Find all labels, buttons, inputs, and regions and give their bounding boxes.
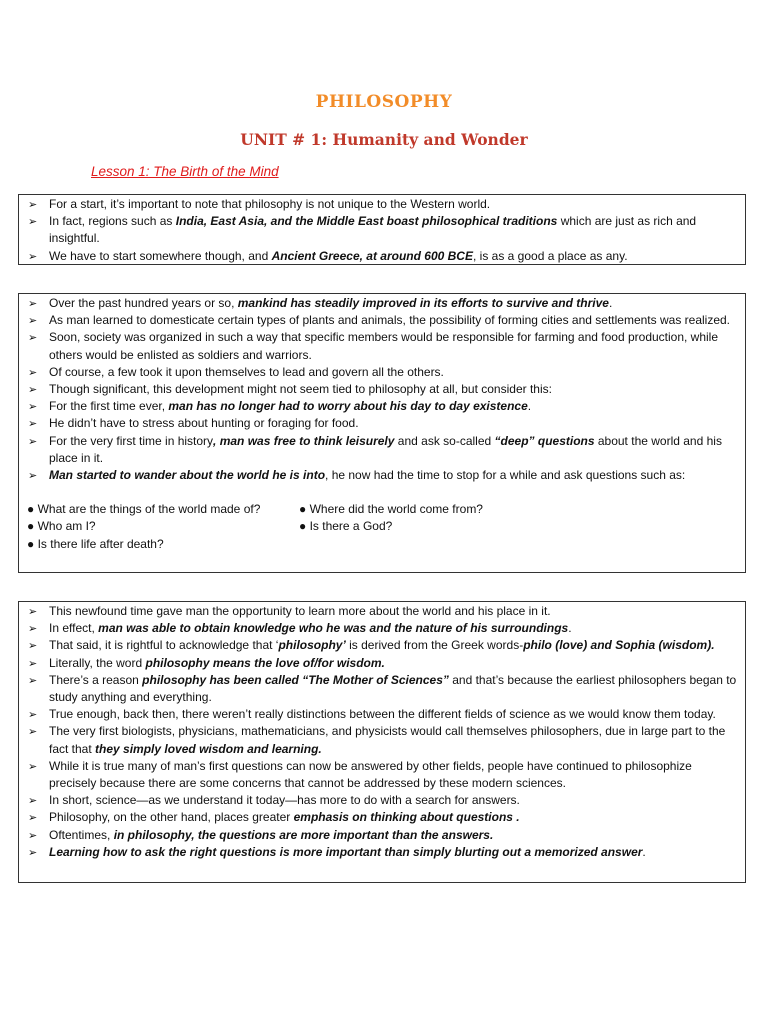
bullet-text: In short, science—as we understand it today—has more to do with a search for answers. <box>49 793 520 808</box>
bullet-item <box>27 381 739 398</box>
emphasis-text: India, East Asia, and the Middle East boast philosophical traditions <box>175 214 558 229</box>
bullet-text: There’s a reason <box>49 672 143 687</box>
bullet-text: Oftentimes, <box>49 827 114 842</box>
unit-title: UNIT # 1: Humanity and Wonder <box>240 130 528 149</box>
emphasis-text: Learning how to ask the right questions is more important than simply blurting out a memorized answer <box>49 844 643 859</box>
arrow-bullet-icon: ➢ <box>28 383 38 397</box>
bullet-text: , is as a good a place as any. <box>472 248 628 263</box>
arrow-bullet-icon: ➢ <box>28 673 38 687</box>
bullet-text: In effect, <box>49 621 99 636</box>
arrow-bullet-icon: ➢ <box>28 725 38 739</box>
bullet-text: We have to start somewhere though, and <box>49 248 272 263</box>
history-bullet-list <box>27 295 739 484</box>
arrow-bullet-icon: ➢ <box>28 249 38 263</box>
emphasis-text: philosophy means the love of/for wisdom. <box>145 655 385 670</box>
bullet-item <box>27 213 739 247</box>
emphasis-text: Man started to wander about the world he is into <box>49 468 326 483</box>
arrow-bullet-icon: ➢ <box>28 198 38 211</box>
arrow-bullet-icon: ➢ <box>28 297 38 310</box>
arrow-bullet-icon: ➢ <box>28 622 38 636</box>
emphasis-text: philosophy has been called “The Mother of Sciences” <box>142 672 449 687</box>
bullet-item <box>27 620 739 637</box>
bullet-item <box>27 295 739 312</box>
arrow-bullet-icon: ➢ <box>28 215 38 229</box>
emphasis-text: philosophy’ <box>278 638 346 653</box>
bullet-text: . <box>642 844 646 859</box>
arrow-bullet-icon: ➢ <box>28 639 38 653</box>
intro-bullet-list <box>27 196 739 265</box>
arrow-bullet-icon: ➢ <box>28 434 38 448</box>
definition-bullet-list <box>27 603 739 861</box>
bullet-text: As man learned to domesticate certain types of plants and animals, the possibility of forming cities and settlements was realized. <box>49 313 731 328</box>
arrow-bullet-icon: ➢ <box>28 845 38 859</box>
arrow-bullet-icon: ➢ <box>28 365 38 379</box>
bullet-item <box>27 809 739 826</box>
arrow-bullet-icon: ➢ <box>28 469 38 483</box>
emphasis-text: philo (love) and Sophia (wisdom). <box>523 638 715 653</box>
question-item: ● What are the things of the world made of? <box>27 502 261 517</box>
emphasis-text: emphasis on thinking about questions . <box>293 810 520 825</box>
question-item: ● Is there a God? <box>299 519 393 534</box>
lesson-title: Lesson 1: The Birth of the Mind <box>91 164 279 179</box>
bullet-item <box>27 792 739 809</box>
bullet-text: Philosophy, on the other hand, places greater <box>49 810 294 825</box>
arrow-bullet-icon: ➢ <box>28 314 38 328</box>
bullet-item <box>27 844 739 861</box>
bullet-item <box>27 758 739 792</box>
bullet-text: For a start, it’s important to note that philosophy is not unique to the Western world. <box>49 197 491 211</box>
bullet-item <box>27 329 739 363</box>
emphasis-text: , man was free to think leisurely <box>213 433 395 448</box>
bullet-item <box>27 723 739 757</box>
emphasis-text: in philosophy, the questions are more important than the answers. <box>113 827 494 842</box>
document-title: PHILOSOPHY <box>315 92 453 112</box>
bullet-text: is derived from the Greek words- <box>345 638 524 653</box>
bullet-text: For the first time ever, <box>49 399 169 414</box>
arrow-bullet-icon: ➢ <box>28 759 38 773</box>
emphasis-text: man was able to obtain knowledge who he was and the nature of his surroundings <box>98 621 569 636</box>
history-box <box>18 293 746 573</box>
question-item: ● Who am I? <box>27 519 96 534</box>
arrow-bullet-icon: ➢ <box>28 331 38 345</box>
bullet-text: . <box>608 296 613 310</box>
bullet-text: This newfound time gave man the opportunity to learn more about the world and his place in it. <box>49 604 551 618</box>
bullet-item <box>27 706 739 723</box>
bullet-text: and ask so-called <box>394 433 495 448</box>
arrow-bullet-icon: ➢ <box>28 605 38 618</box>
bullet-text: about the world and his place in it. <box>49 433 722 465</box>
emphasis-text: man has no longer had to worry about his day to day existence <box>168 399 528 414</box>
bullet-text: and that’s because the earliest philosophers began to study anything and everything. <box>49 672 737 705</box>
question-item: ● Is there life after death? <box>27 536 164 551</box>
bullet-text: For the very first time in history <box>49 433 214 448</box>
bullet-item <box>27 196 739 213</box>
bullet-item <box>27 415 739 432</box>
bullet-text: True enough, back then, there weren’t really distinctions between the different fields of science as we would know them today. <box>49 707 716 722</box>
arrow-bullet-icon: ➢ <box>28 656 38 670</box>
arrow-bullet-icon: ➢ <box>28 417 38 431</box>
arrow-bullet-icon: ➢ <box>28 828 38 842</box>
arrow-bullet-icon: ➢ <box>28 794 38 808</box>
bullet-text: He didn’t have to stress about hunting or foraging for food. <box>49 416 359 431</box>
bullet-text: Over the past hundred years or so, <box>49 296 238 310</box>
bullet-item <box>27 827 739 844</box>
bullet-item <box>27 248 739 265</box>
bullet-text: . <box>568 621 572 636</box>
emphasis-text: mankind has steadily improved in its efforts to survive and thrive <box>237 296 609 310</box>
bullet-text: That said, it is rightful to acknowledge that ‘ <box>49 638 279 653</box>
definition-box <box>18 601 746 883</box>
bullet-text: Though significant, this development might not seem tied to philosophy at all, but consider this: <box>49 382 552 397</box>
bullet-item <box>27 655 739 672</box>
bullet-item <box>27 467 739 484</box>
emphasis-text: “deep” questions <box>494 433 595 448</box>
bullet-text: While it is true many of man’s first questions can now be answered by other fields, people have continued to philosophize precisely because there are some concerns that cannot be addressed by these modern sciences. <box>49 758 692 791</box>
emphasis-text: Ancient Greece, at around 600 BCE <box>271 248 473 263</box>
bullet-item <box>27 672 739 706</box>
bullet-text: Literally, the word <box>49 655 146 670</box>
bullet-item <box>27 603 739 620</box>
question-item: ● Where did the world come from? <box>299 502 483 517</box>
bullet-item <box>27 433 739 467</box>
bullet-text: which are just as rich and insightful. <box>49 214 697 246</box>
arrow-bullet-icon: ➢ <box>28 400 38 414</box>
bullet-text: In fact, regions such as <box>49 214 176 229</box>
bullet-item <box>27 398 739 415</box>
bullet-item <box>27 364 739 381</box>
bullet-text: The very first biologists, physicians, mathematicians, and physicists would call themselves philosophers, due in large part to the fact that <box>49 724 726 756</box>
bullet-text: Of course, a few took it upon themselves to lead and govern all the others. <box>49 364 444 379</box>
bullet-item <box>27 637 739 654</box>
emphasis-text: they simply loved wisdom and learning. <box>95 741 322 756</box>
bullet-text: Soon, society was organized in such a way that specific members would be responsible for farming and food production, while others would be enlisted as soldiers and warriors. <box>49 330 719 362</box>
arrow-bullet-icon: ➢ <box>28 811 38 825</box>
arrow-bullet-icon: ➢ <box>28 708 38 722</box>
questions-grid <box>27 501 739 553</box>
bullet-text: , he now had the time to stop for a while and ask questions such as: <box>325 468 686 483</box>
bullet-item <box>27 312 739 329</box>
intro-box <box>18 194 746 265</box>
bullet-text: . <box>527 399 532 414</box>
